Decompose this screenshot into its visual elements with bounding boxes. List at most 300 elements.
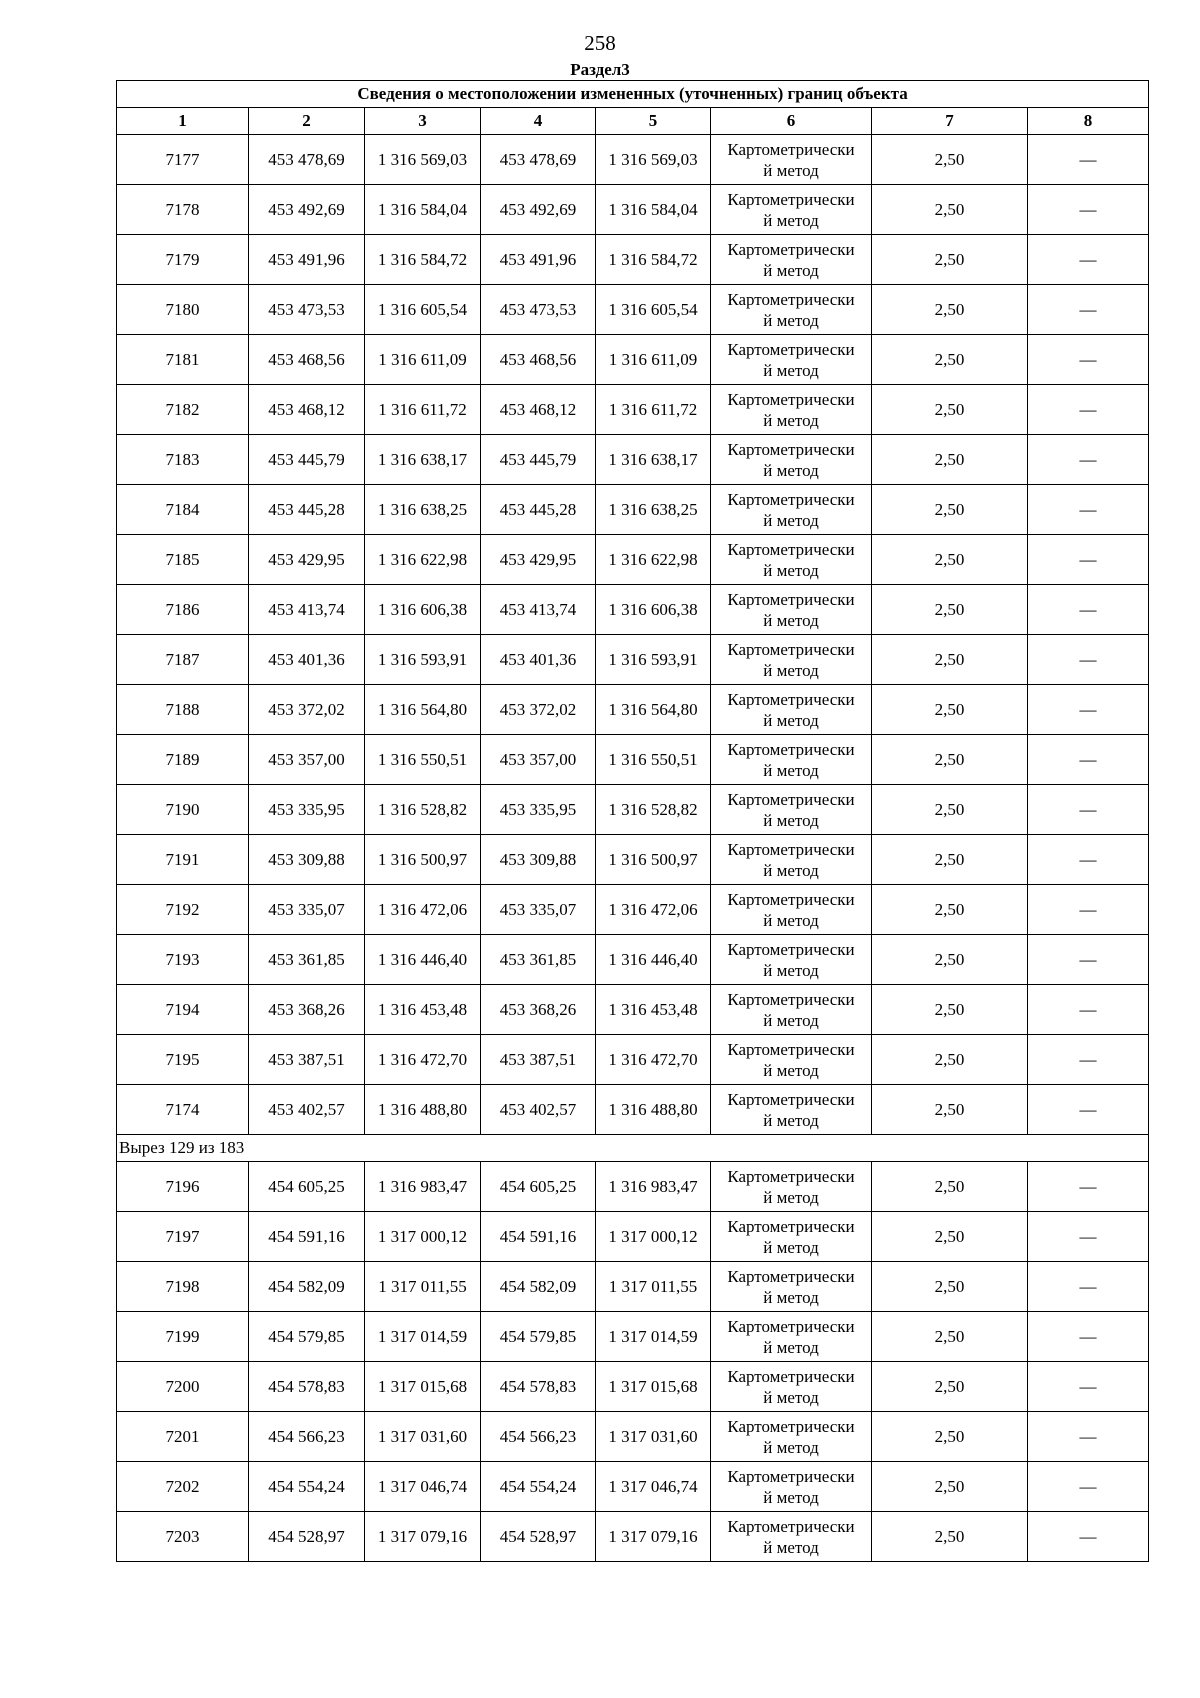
method-cell bbox=[711, 285, 872, 335]
description-cell: — bbox=[1028, 185, 1149, 235]
point-number-cell: 7191 bbox=[117, 835, 249, 885]
y-new-cell: 1 316 488,80 bbox=[596, 1085, 711, 1135]
accuracy-cell: 2,50 bbox=[872, 935, 1028, 985]
method-text-line-1: Картометрически bbox=[727, 1039, 855, 1059]
x-old-cell: 453 478,69 bbox=[249, 135, 365, 185]
x-old-cell: 453 402,57 bbox=[249, 1085, 365, 1135]
table-row bbox=[117, 885, 1149, 935]
method-text-line-1: Картометрически bbox=[727, 289, 855, 309]
y-old-cell: 1 316 983,47 bbox=[365, 1162, 481, 1212]
method-text-line-1: Картометрически bbox=[727, 539, 855, 559]
method-text-line-1: Картометрически bbox=[727, 339, 855, 359]
method-text-line-2: й метод bbox=[763, 160, 819, 180]
description-cell: — bbox=[1028, 585, 1149, 635]
table-row bbox=[117, 235, 1149, 285]
y-old-cell: 1 316 638,17 bbox=[365, 435, 481, 485]
description-cell: — bbox=[1028, 1312, 1149, 1362]
x-new-cell: 453 401,36 bbox=[481, 635, 596, 685]
description-cell: — bbox=[1028, 1212, 1149, 1262]
table-row bbox=[117, 835, 1149, 885]
method-text-line-2: й метод bbox=[763, 210, 819, 230]
x-new-cell: 453 335,07 bbox=[481, 885, 596, 935]
method-text-line-2: й метод bbox=[763, 960, 819, 980]
y-old-cell: 1 317 011,55 bbox=[365, 1262, 481, 1312]
accuracy-cell: 2,50 bbox=[872, 285, 1028, 335]
x-new-cell: 454 566,23 bbox=[481, 1412, 596, 1462]
y-old-cell: 1 316 472,70 bbox=[365, 1035, 481, 1085]
table-row bbox=[117, 385, 1149, 435]
method-text-line-1: Картометрически bbox=[727, 189, 855, 209]
point-number-cell: 7177 bbox=[117, 135, 249, 185]
accuracy-cell: 2,50 bbox=[872, 235, 1028, 285]
y-new-cell: 1 316 611,09 bbox=[596, 335, 711, 385]
point-number-cell: 7202 bbox=[117, 1462, 249, 1512]
method-text-line-1: Картометрически bbox=[727, 839, 855, 859]
method-text-line-1: Картометрически bbox=[727, 1266, 855, 1286]
column-header: 5 bbox=[596, 108, 711, 135]
x-old-cell: 453 357,00 bbox=[249, 735, 365, 785]
accuracy-cell: 2,50 bbox=[872, 435, 1028, 485]
y-new-cell: 1 316 500,97 bbox=[596, 835, 711, 885]
x-new-cell: 453 387,51 bbox=[481, 1035, 596, 1085]
x-new-cell: 453 357,00 bbox=[481, 735, 596, 785]
y-new-cell: 1 316 453,48 bbox=[596, 985, 711, 1035]
table-row bbox=[117, 1162, 1149, 1212]
method-text-line-2: й метод bbox=[763, 1287, 819, 1307]
x-old-cell: 453 468,12 bbox=[249, 385, 365, 435]
column-header: 2 bbox=[249, 108, 365, 135]
x-new-cell: 453 309,88 bbox=[481, 835, 596, 885]
x-old-cell: 453 491,96 bbox=[249, 235, 365, 285]
method-cell bbox=[711, 935, 872, 985]
y-old-cell: 1 317 031,60 bbox=[365, 1412, 481, 1462]
y-old-cell: 1 316 472,06 bbox=[365, 885, 481, 935]
table-row bbox=[117, 485, 1149, 535]
table-caption: Сведения о местоположении измененных (уточненных) границ объекта bbox=[117, 81, 1149, 108]
x-new-cell: 453 445,79 bbox=[481, 435, 596, 485]
point-number-cell: 7198 bbox=[117, 1262, 249, 1312]
point-number-cell: 7180 bbox=[117, 285, 249, 335]
accuracy-cell: 2,50 bbox=[872, 535, 1028, 585]
y-new-cell: 1 316 606,38 bbox=[596, 585, 711, 635]
method-text-line-2: й метод bbox=[763, 560, 819, 580]
point-number-cell: 7201 bbox=[117, 1412, 249, 1462]
y-new-cell: 1 317 011,55 bbox=[596, 1262, 711, 1312]
description-cell: — bbox=[1028, 635, 1149, 685]
y-new-cell: 1 316 550,51 bbox=[596, 735, 711, 785]
point-number-cell: 7174 bbox=[117, 1085, 249, 1135]
method-text-line-1: Картометрически bbox=[727, 239, 855, 259]
method-text-line-2: й метод bbox=[763, 1537, 819, 1557]
x-old-cell: 454 582,09 bbox=[249, 1262, 365, 1312]
y-old-cell: 1 316 605,54 bbox=[365, 285, 481, 335]
accuracy-cell: 2,50 bbox=[872, 835, 1028, 885]
y-old-cell: 1 316 500,97 bbox=[365, 835, 481, 885]
x-new-cell: 454 605,25 bbox=[481, 1162, 596, 1212]
boundary-coordinates-table bbox=[116, 80, 1149, 1562]
accuracy-cell: 2,50 bbox=[872, 1085, 1028, 1135]
y-new-cell: 1 316 638,17 bbox=[596, 435, 711, 485]
method-cell bbox=[711, 1035, 872, 1085]
y-new-cell: 1 316 569,03 bbox=[596, 135, 711, 185]
x-old-cell: 454 566,23 bbox=[249, 1412, 365, 1462]
x-old-cell: 453 387,51 bbox=[249, 1035, 365, 1085]
method-cell bbox=[711, 885, 872, 935]
x-old-cell: 453 413,74 bbox=[249, 585, 365, 635]
description-cell: — bbox=[1028, 1412, 1149, 1462]
accuracy-cell: 2,50 bbox=[872, 985, 1028, 1035]
accuracy-cell: 2,50 bbox=[872, 185, 1028, 235]
method-cell bbox=[711, 1462, 872, 1512]
table-row bbox=[117, 935, 1149, 985]
method-cell bbox=[711, 1162, 872, 1212]
table-row bbox=[117, 1512, 1149, 1562]
y-new-cell: 1 316 472,06 bbox=[596, 885, 711, 935]
description-cell: — bbox=[1028, 335, 1149, 385]
method-cell bbox=[711, 785, 872, 835]
description-cell: — bbox=[1028, 985, 1149, 1035]
accuracy-cell: 2,50 bbox=[872, 1462, 1028, 1512]
accuracy-cell: 2,50 bbox=[872, 335, 1028, 385]
x-new-cell: 453 492,69 bbox=[481, 185, 596, 235]
y-new-cell: 1 316 605,54 bbox=[596, 285, 711, 335]
method-text-line-2: й метод bbox=[763, 310, 819, 330]
column-header: 6 bbox=[711, 108, 872, 135]
column-header: 8 bbox=[1028, 108, 1149, 135]
table-row bbox=[117, 285, 1149, 335]
y-old-cell: 1 316 593,91 bbox=[365, 635, 481, 685]
y-new-cell: 1 316 584,04 bbox=[596, 185, 711, 235]
table-row bbox=[117, 635, 1149, 685]
x-old-cell: 453 372,02 bbox=[249, 685, 365, 735]
table-row bbox=[117, 735, 1149, 785]
description-cell: — bbox=[1028, 385, 1149, 435]
description-cell: — bbox=[1028, 835, 1149, 885]
x-old-cell: 454 578,83 bbox=[249, 1362, 365, 1412]
x-new-cell: 453 468,56 bbox=[481, 335, 596, 385]
method-text-line-1: Картометрически bbox=[727, 1366, 855, 1386]
y-new-cell: 1 316 584,72 bbox=[596, 235, 711, 285]
accuracy-cell: 2,50 bbox=[872, 685, 1028, 735]
accuracy-cell: 2,50 bbox=[872, 785, 1028, 835]
x-new-cell: 453 445,28 bbox=[481, 485, 596, 535]
x-old-cell: 453 492,69 bbox=[249, 185, 365, 235]
x-new-cell: 453 402,57 bbox=[481, 1085, 596, 1135]
method-text-line-2: й метод bbox=[763, 1237, 819, 1257]
point-number-cell: 7197 bbox=[117, 1212, 249, 1262]
table-row bbox=[117, 1085, 1149, 1135]
table-row bbox=[117, 1412, 1149, 1462]
accuracy-cell: 2,50 bbox=[872, 585, 1028, 635]
method-text-line-2: й метод bbox=[763, 1010, 819, 1030]
y-new-cell: 1 317 014,59 bbox=[596, 1312, 711, 1362]
accuracy-cell: 2,50 bbox=[872, 1035, 1028, 1085]
y-new-cell: 1 316 564,80 bbox=[596, 685, 711, 735]
method-text-line-2: й метод bbox=[763, 660, 819, 680]
point-number-cell: 7181 bbox=[117, 335, 249, 385]
point-number-cell: 7190 bbox=[117, 785, 249, 835]
point-number-cell: 7178 bbox=[117, 185, 249, 235]
description-cell: — bbox=[1028, 685, 1149, 735]
method-text-line-1: Картометрически bbox=[727, 1089, 855, 1109]
table-row bbox=[117, 535, 1149, 585]
method-cell bbox=[711, 235, 872, 285]
accuracy-cell: 2,50 bbox=[872, 1512, 1028, 1562]
y-new-cell: 1 316 638,25 bbox=[596, 485, 711, 535]
table-row bbox=[117, 1462, 1149, 1512]
method-cell bbox=[711, 435, 872, 485]
x-old-cell: 454 591,16 bbox=[249, 1212, 365, 1262]
accuracy-cell: 2,50 bbox=[872, 1412, 1028, 1462]
method-text-line-1: Картометрически bbox=[727, 639, 855, 659]
point-number-cell: 7195 bbox=[117, 1035, 249, 1085]
description-cell: — bbox=[1028, 1262, 1149, 1312]
y-old-cell: 1 316 638,25 bbox=[365, 485, 481, 535]
point-number-cell: 7186 bbox=[117, 585, 249, 635]
accuracy-cell: 2,50 bbox=[872, 1212, 1028, 1262]
table-row bbox=[117, 335, 1149, 385]
y-new-cell: 1 317 079,16 bbox=[596, 1512, 711, 1562]
x-old-cell: 454 605,25 bbox=[249, 1162, 365, 1212]
method-text-line-2: й метод bbox=[763, 1187, 819, 1207]
method-cell bbox=[711, 1362, 872, 1412]
table-row bbox=[117, 135, 1149, 185]
method-text-line-2: й метод bbox=[763, 260, 819, 280]
accuracy-cell: 2,50 bbox=[872, 485, 1028, 535]
method-text-line-1: Картометрически bbox=[727, 139, 855, 159]
method-text-line-1: Картометрически bbox=[727, 989, 855, 1009]
y-new-cell: 1 316 622,98 bbox=[596, 535, 711, 585]
x-new-cell: 454 528,97 bbox=[481, 1512, 596, 1562]
accuracy-cell: 2,50 bbox=[872, 885, 1028, 935]
method-cell bbox=[711, 685, 872, 735]
y-new-cell: 1 316 611,72 bbox=[596, 385, 711, 435]
method-text-line-2: й метод bbox=[763, 460, 819, 480]
y-new-cell: 1 316 446,40 bbox=[596, 935, 711, 985]
x-new-cell: 454 582,09 bbox=[481, 1262, 596, 1312]
x-old-cell: 453 468,56 bbox=[249, 335, 365, 385]
x-old-cell: 453 309,88 bbox=[249, 835, 365, 885]
x-old-cell: 454 554,24 bbox=[249, 1462, 365, 1512]
point-number-cell: 7193 bbox=[117, 935, 249, 985]
description-cell: — bbox=[1028, 1462, 1149, 1512]
method-text-line-2: й метод bbox=[763, 360, 819, 380]
accuracy-cell: 2,50 bbox=[872, 135, 1028, 185]
y-old-cell: 1 316 550,51 bbox=[365, 735, 481, 785]
table-row bbox=[117, 1312, 1149, 1362]
method-cell bbox=[711, 1262, 872, 1312]
x-new-cell: 453 372,02 bbox=[481, 685, 596, 735]
section-title: Раздел3 bbox=[570, 60, 630, 79]
method-text-line-2: й метод bbox=[763, 860, 819, 880]
x-new-cell: 454 554,24 bbox=[481, 1462, 596, 1512]
y-old-cell: 1 316 606,38 bbox=[365, 585, 481, 635]
y-new-cell: 1 316 983,47 bbox=[596, 1162, 711, 1212]
method-text-line-1: Картометрически bbox=[727, 689, 855, 709]
description-cell: — bbox=[1028, 935, 1149, 985]
y-old-cell: 1 316 446,40 bbox=[365, 935, 481, 985]
point-number-cell: 7185 bbox=[117, 535, 249, 585]
method-text-line-1: Картометрически bbox=[727, 739, 855, 759]
method-cell bbox=[711, 735, 872, 785]
method-text-line-2: й метод bbox=[763, 1110, 819, 1130]
description-cell: — bbox=[1028, 735, 1149, 785]
method-cell bbox=[711, 185, 872, 235]
accuracy-cell: 2,50 bbox=[872, 735, 1028, 785]
table-row bbox=[117, 1035, 1149, 1085]
method-cell bbox=[711, 1512, 872, 1562]
y-old-cell: 1 316 622,98 bbox=[365, 535, 481, 585]
x-old-cell: 453 335,95 bbox=[249, 785, 365, 835]
y-new-cell: 1 316 593,91 bbox=[596, 635, 711, 685]
method-text-line-1: Картометрически bbox=[727, 1466, 855, 1486]
method-cell bbox=[711, 985, 872, 1035]
method-cell bbox=[711, 135, 872, 185]
table-row bbox=[117, 1362, 1149, 1412]
y-new-cell: 1 317 031,60 bbox=[596, 1412, 711, 1462]
x-new-cell: 453 413,74 bbox=[481, 585, 596, 635]
method-text-line-1: Картометрически bbox=[727, 889, 855, 909]
method-cell bbox=[711, 1212, 872, 1262]
method-text-line-1: Картометрически bbox=[727, 1516, 855, 1536]
point-number-cell: 7184 bbox=[117, 485, 249, 535]
method-cell bbox=[711, 1085, 872, 1135]
page-number: 258 bbox=[584, 31, 616, 55]
method-cell bbox=[711, 535, 872, 585]
accuracy-cell: 2,50 bbox=[872, 385, 1028, 435]
x-new-cell: 453 491,96 bbox=[481, 235, 596, 285]
y-old-cell: 1 316 611,72 bbox=[365, 385, 481, 435]
point-number-cell: 7189 bbox=[117, 735, 249, 785]
y-old-cell: 1 317 046,74 bbox=[365, 1462, 481, 1512]
point-number-cell: 7203 bbox=[117, 1512, 249, 1562]
method-text-line-1: Картометрически bbox=[727, 489, 855, 509]
x-old-cell: 454 528,97 bbox=[249, 1512, 365, 1562]
x-new-cell: 453 368,26 bbox=[481, 985, 596, 1035]
method-text-line-2: й метод bbox=[763, 1487, 819, 1507]
x-old-cell: 453 445,79 bbox=[249, 435, 365, 485]
method-text-line-1: Картометрически bbox=[727, 1416, 855, 1436]
description-cell: — bbox=[1028, 535, 1149, 585]
table-row bbox=[117, 685, 1149, 735]
method-cell bbox=[711, 635, 872, 685]
method-text-line-2: й метод bbox=[763, 1387, 819, 1407]
method-cell bbox=[711, 1312, 872, 1362]
y-old-cell: 1 317 000,12 bbox=[365, 1212, 481, 1262]
table-row bbox=[117, 1212, 1149, 1262]
x-new-cell: 454 591,16 bbox=[481, 1212, 596, 1262]
table-row bbox=[117, 585, 1149, 635]
x-new-cell: 454 579,85 bbox=[481, 1312, 596, 1362]
method-text-line-2: й метод bbox=[763, 810, 819, 830]
description-cell: — bbox=[1028, 235, 1149, 285]
description-cell: — bbox=[1028, 485, 1149, 535]
method-text-line-1: Картометрически bbox=[727, 789, 855, 809]
y-new-cell: 1 316 472,70 bbox=[596, 1035, 711, 1085]
y-old-cell: 1 316 569,03 bbox=[365, 135, 481, 185]
column-header: 1 bbox=[117, 108, 249, 135]
point-number-cell: 7183 bbox=[117, 435, 249, 485]
point-number-cell: 7182 bbox=[117, 385, 249, 435]
description-cell: — bbox=[1028, 435, 1149, 485]
y-old-cell: 1 316 488,80 bbox=[365, 1085, 481, 1135]
table-row bbox=[117, 985, 1149, 1035]
method-cell bbox=[711, 835, 872, 885]
point-number-cell: 7187 bbox=[117, 635, 249, 685]
y-old-cell: 1 316 453,48 bbox=[365, 985, 481, 1035]
accuracy-cell: 2,50 bbox=[872, 635, 1028, 685]
x-new-cell: 453 361,85 bbox=[481, 935, 596, 985]
method-text-line-1: Картометрически bbox=[727, 1216, 855, 1236]
point-number-cell: 7200 bbox=[117, 1362, 249, 1412]
y-old-cell: 1 316 584,72 bbox=[365, 235, 481, 285]
column-header: 3 bbox=[365, 108, 481, 135]
description-cell: — bbox=[1028, 1512, 1149, 1562]
cutout-group-row bbox=[117, 1135, 1149, 1162]
y-old-cell: 1 317 014,59 bbox=[365, 1312, 481, 1362]
x-old-cell: 453 445,28 bbox=[249, 485, 365, 535]
method-text-line-2: й метод bbox=[763, 610, 819, 630]
method-text-line-1: Картометрически bbox=[727, 389, 855, 409]
point-number-cell: 7179 bbox=[117, 235, 249, 285]
x-new-cell: 453 473,53 bbox=[481, 285, 596, 335]
y-old-cell: 1 317 015,68 bbox=[365, 1362, 481, 1412]
y-old-cell: 1 316 528,82 bbox=[365, 785, 481, 835]
x-old-cell: 453 368,26 bbox=[249, 985, 365, 1035]
y-old-cell: 1 317 079,16 bbox=[365, 1512, 481, 1562]
x-new-cell: 453 335,95 bbox=[481, 785, 596, 835]
method-text-line-2: й метод bbox=[763, 1060, 819, 1080]
method-text-line-1: Картометрически bbox=[727, 939, 855, 959]
accuracy-cell: 2,50 bbox=[872, 1262, 1028, 1312]
accuracy-cell: 2,50 bbox=[872, 1312, 1028, 1362]
description-cell: — bbox=[1028, 1085, 1149, 1135]
column-header: 4 bbox=[481, 108, 596, 135]
method-text-line-2: й метод bbox=[763, 1437, 819, 1457]
method-cell bbox=[711, 335, 872, 385]
x-old-cell: 454 579,85 bbox=[249, 1312, 365, 1362]
y-old-cell: 1 316 584,04 bbox=[365, 185, 481, 235]
x-new-cell: 454 578,83 bbox=[481, 1362, 596, 1412]
x-old-cell: 453 361,85 bbox=[249, 935, 365, 985]
x-old-cell: 453 473,53 bbox=[249, 285, 365, 335]
method-text-line-2: й метод bbox=[763, 1337, 819, 1357]
point-number-cell: 7196 bbox=[117, 1162, 249, 1212]
x-old-cell: 453 401,36 bbox=[249, 635, 365, 685]
method-text-line-1: Картометрически bbox=[727, 1316, 855, 1336]
point-number-cell: 7199 bbox=[117, 1312, 249, 1362]
y-new-cell: 1 317 000,12 bbox=[596, 1212, 711, 1262]
table-row bbox=[117, 785, 1149, 835]
table-row bbox=[117, 1262, 1149, 1312]
y-new-cell: 1 316 528,82 bbox=[596, 785, 711, 835]
cutout-label: Вырез 129 из 183 bbox=[117, 1135, 1149, 1162]
x-new-cell: 453 429,95 bbox=[481, 535, 596, 585]
point-number-cell: 7194 bbox=[117, 985, 249, 1035]
table-body bbox=[117, 135, 1149, 1562]
method-text-line-1: Картометрически bbox=[727, 589, 855, 609]
y-new-cell: 1 317 046,74 bbox=[596, 1462, 711, 1512]
description-cell: — bbox=[1028, 1362, 1149, 1412]
method-cell bbox=[711, 1412, 872, 1462]
point-number-cell: 7188 bbox=[117, 685, 249, 735]
method-text-line-2: й метод bbox=[763, 410, 819, 430]
method-cell bbox=[711, 585, 872, 635]
description-cell: — bbox=[1028, 885, 1149, 935]
table-row bbox=[117, 185, 1149, 235]
description-cell: — bbox=[1028, 135, 1149, 185]
description-cell: — bbox=[1028, 1162, 1149, 1212]
